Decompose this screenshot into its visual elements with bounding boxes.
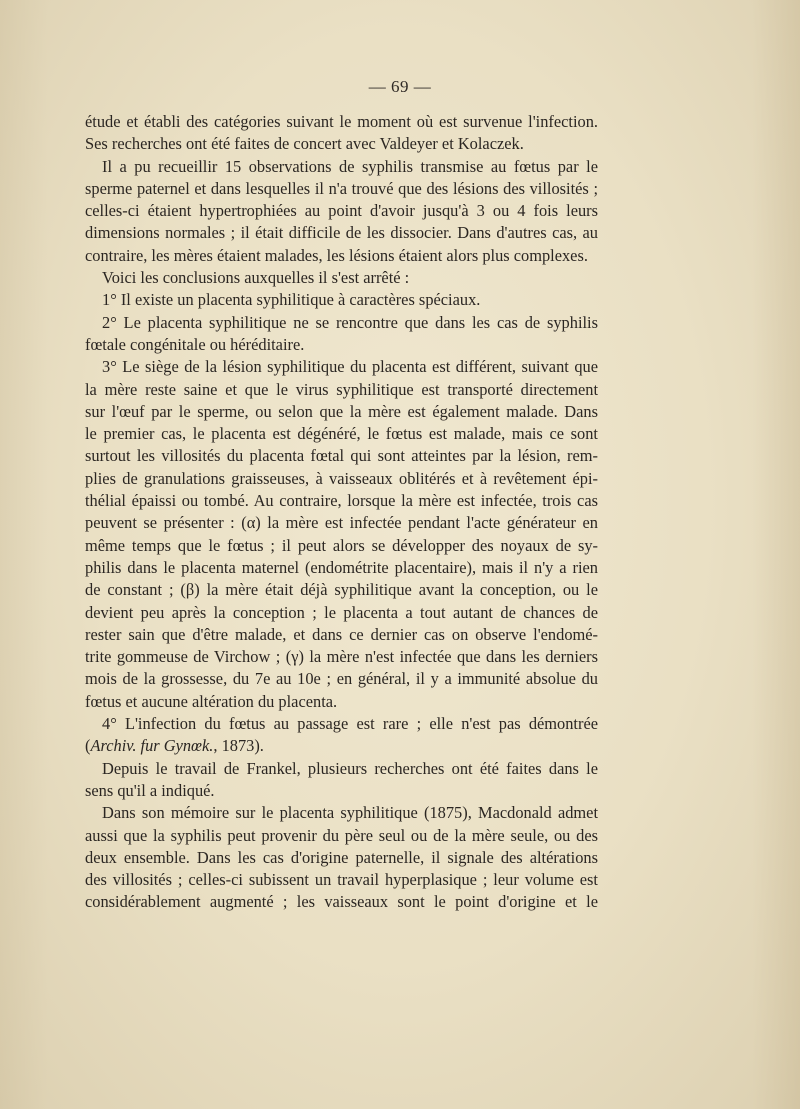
text-line: fœtus et aucune altération du placenta. — [85, 691, 338, 711]
text-line: fœtale congénitale ou héréditaire. — [85, 334, 305, 354]
text-line: Voici les conclusions auxquelles il s'est arrêté : — [102, 268, 410, 288]
text-line: considérablement augmenté ; les vaisseaux sont le point d'origine et le — [85, 892, 598, 912]
text-line: de constant ; (β) la mère était déjà syphilitique avant la conception, ou le — [85, 580, 598, 600]
body-text — [85, 111, 598, 914]
text-line: étude et établi des catégories suivant le moment où est survenue l'infection. — [85, 112, 598, 131]
text-line: le premier cas, le placenta est dégénéré, le fœtus est malade, mais ce sont — [85, 424, 598, 444]
text-line: 3° Le siège de la lésion syphilitique du placenta est différent, suivant que — [102, 357, 598, 377]
text-line: contraire, les mères étaient malades, les lésions étaient alors plus complexes. — [85, 245, 588, 265]
text-line: Ses recherches ont été faites de concert avec Valdeyer et Kolaczek. — [85, 134, 524, 154]
text-line: 4° L'infection du fœtus au passage est rare ; elle n'est pas démontrée — [102, 714, 598, 734]
text-line: aussi que la syphilis peut provenir du père seul ou de la mère seule, ou des — [85, 825, 598, 845]
text-line: la mère reste saine et que le virus syphilitique est transporté directement — [85, 379, 598, 399]
text-line: des villosités ; celles-ci subissent un travail hyperplasique ; leur volume est — [85, 870, 598, 890]
text-line: 1° Il existe un placenta syphilitique à caractères spéciaux. — [102, 290, 481, 310]
text-line: dimensions normales ; il était difficile de les dissocier. Dans d'autres cas, au — [85, 223, 598, 243]
text-line: (Archiv. fur Gynœk., 1873). — [85, 736, 264, 756]
text-line: même temps que le fœtus ; il peut alors se développer des noyaux de sy- — [85, 535, 598, 555]
text-line: sur l'œuf par le sperme, ou selon que la mère est également malade. Dans — [85, 401, 598, 421]
text-line: peuvent se présenter : (α) la mère est infectée pendant l'acte générateur en — [85, 513, 598, 533]
text-line: sens qu'il a indiqué. — [85, 780, 215, 800]
text-line: Depuis le travail de Frankel, plusieurs recherches ont été faites dans le — [102, 758, 598, 778]
text-line: thélial épaissi ou tombé. Au contraire, lorsque la mère est infectée, trois cas — [85, 491, 598, 511]
page-number: — 69 — — [368, 77, 432, 96]
text-line: trite gommeuse de Virchow ; (γ) la mère n'est infectée que dans les derniers — [85, 647, 598, 667]
text-line: Dans son mémoire sur le placenta syphilitique (1875), Macdonald admet — [102, 803, 598, 823]
text-line: deux ensemble. Dans les cas d'origine paternelle, il signale des altérations — [85, 847, 598, 867]
journal-title: Archiv. fur Gynœk. — [90, 736, 214, 756]
text-line: plies de granulations graisseuses, à vaisseaux oblitérés et à revêtement épi- — [85, 468, 598, 488]
text-line: mois de la grossesse, du 7e au 10e ; en général, il y a immunité absolue du — [85, 669, 598, 689]
text-line: celles-ci étaient hypertrophiées au point d'avoir jusqu'à 3 ou 4 fois leurs — [85, 201, 598, 221]
text-line: sperme paternel et dans lesquelles il n'a trouvé que des lésions des villosités ; — [85, 178, 598, 198]
text-line: philis dans le placenta maternel (endométrite placentaire), mais il n'y a rien — [85, 557, 598, 577]
text-line: devient peu après la conception ; le placenta a tout autant de chances de — [85, 602, 598, 622]
text-line: rester sain que d'être malade, et dans ce dernier cas on observe l'endomé- — [85, 624, 598, 644]
text-line: Il a pu recueillir 15 observations de syphilis transmise au fœtus par le — [102, 156, 598, 176]
text-line: surtout les villosités du placenta fœtal qui sont atteintes par la lésion, rem- — [85, 446, 598, 466]
text-line: 2° Le placenta syphilitique ne se rencontre que dans les cas de syphilis — [102, 312, 598, 332]
